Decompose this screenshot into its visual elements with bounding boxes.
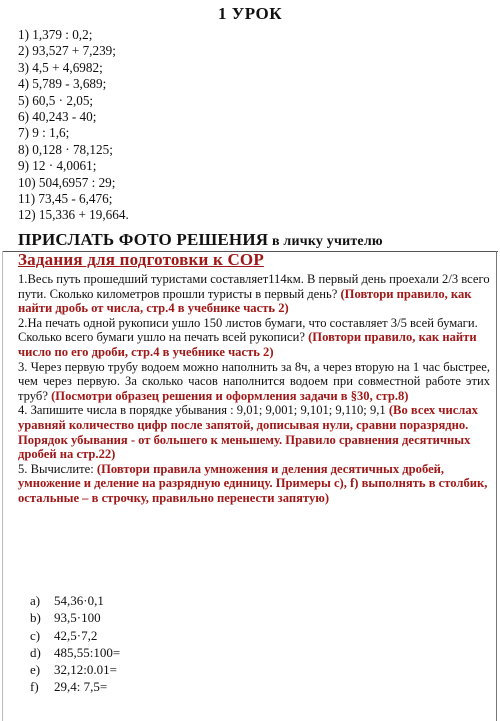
task-item xyxy=(18,316,490,360)
calculation-letter: f) xyxy=(30,679,39,695)
task-hint: (Повтори правило, как найти число по его дроби, стр.4 в учебнике часть 2) xyxy=(18,330,477,359)
table-border-left xyxy=(2,251,3,721)
exercise-item: 10) 504,6957 : 29; xyxy=(18,174,116,190)
task-hint: (Повтори правила умножения и деления десятичных дробей, умножение и деление на разрядную единицу. Примеры с), f) выполнять в столбик, остальные – в строчку, правильно перенести запятую) xyxy=(18,461,488,505)
exercise-item: 4) 5,789 - 3,689; xyxy=(18,76,107,92)
task-text: 1.Весь путь прошедший туристами составляет114км. В первый день проехали 2/3 всего пути. Сколько километров прошли туристы в первый день? xyxy=(18,272,490,301)
exercise-item: 12) 15,336 + 19,664. xyxy=(18,207,129,223)
calculation-item xyxy=(30,609,330,626)
calculation-expression: 485,55:100= xyxy=(54,644,121,660)
exercise-item: 1) 1,379 : 0,2; xyxy=(18,27,93,42)
exercise-list xyxy=(18,27,318,224)
calculation-list xyxy=(30,592,330,696)
send-photo-instruction xyxy=(18,230,498,250)
exercise-item: 5) 60,5 · 2,05; xyxy=(18,92,94,108)
tasks-heading: Задания для подготовки к СОР xyxy=(18,250,264,269)
calculation-letter: c) xyxy=(30,627,41,643)
task-text: 4. Запишите числа в порядке убывания : 9,01; 9,001; 9,101; 9,110; 9,1 xyxy=(18,403,389,418)
calculation-item xyxy=(30,592,330,609)
calculation-expression: 29,4: 7,5= xyxy=(54,679,108,695)
calculation-letter: b) xyxy=(30,610,41,626)
task-item xyxy=(18,360,490,404)
calculation-expression: 93,5·100 xyxy=(54,610,101,626)
task-item xyxy=(18,272,490,316)
task-item xyxy=(18,462,490,506)
exercise-item: 11) 73,45 - 6,476; xyxy=(18,191,113,207)
calculation-item xyxy=(30,627,330,644)
calculation-item xyxy=(30,678,330,695)
task-text: 3. Через первую трубу водоем можно наполнить за 8ч, а через вторую на 1 час быстрее, чем через первую. За сколько часов наполнится водоем при совместной работе этих труб? xyxy=(18,359,490,403)
calculation-item xyxy=(30,661,330,678)
exercise-item: 8) 0,128 · 78,125; xyxy=(18,141,113,157)
send-photo-rest: в личку учителю xyxy=(268,234,383,249)
exercise-item: 6) 40,243 - 40; xyxy=(18,109,97,125)
table-border-right xyxy=(496,251,497,721)
lesson-title: 1 УРОК xyxy=(217,4,283,23)
exercise-item: 2) 93,527 + 7,239; xyxy=(18,43,116,59)
task-list xyxy=(18,272,490,506)
send-photo-caps: ПРИСЛАТЬ ФОТО РЕШЕНИЯ xyxy=(18,230,269,249)
task-hint: (Во всех числах уравняй количество цифр после запятой, дописывая нули, сравни поразрядно. Порядок убывания - от большего к меньшему. Правило сравнения десятичных дробей на стр.22) xyxy=(18,403,478,462)
calculation-letter: e) xyxy=(30,662,41,678)
task-hint: (Повтори правило, как найти дробь от числа, стр.4 в учебнике часть 2) xyxy=(18,286,472,316)
exercise-item: 9) 12 · 4,0061; xyxy=(18,158,97,174)
task-item xyxy=(18,403,490,461)
exercise-item: 7) 9 : 1,6; xyxy=(18,125,70,141)
calculation-expression: 54,36·0,1 xyxy=(54,593,104,608)
calculation-letter: a) xyxy=(30,593,41,608)
calculation-letter: d) xyxy=(30,644,41,660)
task-hint: (Посмотри образец решения и оформления задачи в §30, стр.8) xyxy=(51,388,409,403)
calculation-item xyxy=(30,644,330,661)
exercise-item: 3) 4,5 + 4,6982; xyxy=(18,59,103,75)
task-text: 2.На печать одной рукописи ушло 150 листов бумаги, что составляет 3/5 всей бумаги. Сколько всего бумаги ушло на печать всей рукописи? xyxy=(18,315,478,345)
calculation-expression: 32,12:0.01= xyxy=(54,662,117,678)
task-text: 5. Вычислите: xyxy=(18,461,97,476)
calculation-expression: 42,5·7,2 xyxy=(54,627,98,643)
